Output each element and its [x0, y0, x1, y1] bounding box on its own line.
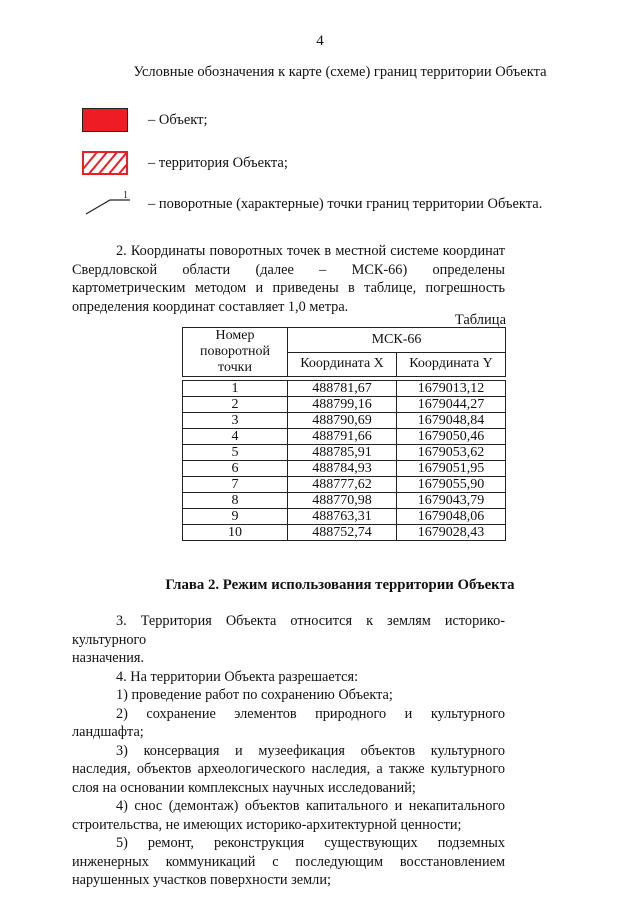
cell-x: 488791,66 — [288, 429, 397, 445]
cell-y: 1679028,43 — [397, 525, 506, 541]
cell-n: 7 — [183, 477, 288, 493]
cell-x: 488770,98 — [288, 493, 397, 509]
cell-x: 488785,91 — [288, 445, 397, 461]
cell-x: 488752,74 — [288, 525, 397, 541]
turning-point-marker-icon — [82, 190, 132, 218]
cell-n: 1 — [183, 381, 288, 397]
cell-x: 488777,62 — [288, 477, 397, 493]
page-number: 4 — [316, 33, 324, 49]
paragraph-3-line2: назначения. — [72, 650, 145, 666]
list-item-2: 2) сохранение элементов природного и культурного ландшафта; — [72, 705, 505, 740]
table-row — [183, 525, 506, 541]
cell-y: 1679048,06 — [397, 509, 506, 525]
table-row — [183, 493, 506, 509]
body-text — [72, 612, 505, 890]
paragraph-2 — [72, 242, 505, 316]
cell-x: 488781,67 — [288, 381, 397, 397]
header-msk66: МСК-66 — [288, 328, 506, 353]
cell-n: 6 — [183, 461, 288, 477]
cell-n: 10 — [183, 525, 288, 541]
cell-y: 1679013,12 — [397, 381, 506, 397]
table-row — [183, 397, 506, 413]
chapter-title: Глава 2. Режим использования территории Объекта — [165, 577, 515, 593]
cell-y: 1679048,84 — [397, 413, 506, 429]
cell-y: 1679044,27 — [397, 397, 506, 413]
cell-n: 3 — [183, 413, 288, 429]
cell-x: 488790,69 — [288, 413, 397, 429]
list-item-3: 3) консервация и музеефикация объектов культурного наследия, объектов археологического наследия, а также культурного слоя на основании комплексных научных исследований; — [72, 742, 505, 796]
legend-item-territory-label: – территория Объекта; — [148, 154, 288, 171]
legend-item-territory — [82, 149, 288, 177]
cell-x: 488799,16 — [288, 397, 397, 413]
cell-y: 1679050,46 — [397, 429, 506, 445]
legend-item-turning-points — [82, 190, 542, 218]
cell-n: 4 — [183, 429, 288, 445]
cell-n: 2 — [183, 397, 288, 413]
cell-y: 1679051,95 — [397, 461, 506, 477]
paragraph-3-line1: 3. Территория Объекта относится к землям историко-культурного — [72, 613, 505, 648]
table-row — [183, 477, 506, 493]
header-coordinate-x: Координата X — [288, 352, 397, 377]
header-point-number: Номер поворотной точки — [183, 328, 288, 377]
table-row — [183, 461, 506, 477]
table-row — [183, 509, 506, 525]
cell-n: 9 — [183, 509, 288, 525]
table-row — [183, 445, 506, 461]
cell-n: 8 — [183, 493, 288, 509]
turning-point-marker-number: 1 — [123, 190, 128, 201]
object-solid-red-swatch — [82, 108, 128, 132]
cell-y: 1679055,90 — [397, 477, 506, 493]
paragraph-4: 4. На территории Объекта разрешается: — [116, 668, 359, 685]
cell-x: 488784,93 — [288, 461, 397, 477]
paragraph-2-rest: Свердловской области (далее – МСК-66) определены картометрическим методом и приведены в таблице, погрешность определения координат составляет 1,0 метра. — [72, 261, 505, 315]
table-caption: Таблица — [454, 312, 506, 328]
list-item-4: 4) снос (демонтаж) объектов капитального и некапитального строительства, не имеющих историко-архитектурной ценности; — [72, 798, 505, 833]
table-row — [183, 429, 506, 445]
legend-item-turning-points-label: – поворотные (характерные) точки границ территории Объекта. — [148, 195, 543, 212]
header-coordinate-y: Координата Y — [397, 352, 506, 377]
list-item-5: 5) ремонт, реконструкция существующих подземных инженерных коммуникаций с последующим восстановлением нарушенных участков поверхности земли; — [72, 835, 505, 888]
legend-title: Условные обозначения к карте (схеме) границ территории Объекта — [133, 64, 547, 80]
cell-y: 1679043,79 — [397, 493, 506, 509]
coordinates-table — [182, 327, 506, 541]
cell-y: 1679053,62 — [397, 445, 506, 461]
paragraph-2-line1: 2. Координаты поворотных точек в местной системе координат — [116, 243, 505, 259]
cell-x: 488763,31 — [288, 509, 397, 525]
legend-item-object-label: – Объект; — [148, 111, 208, 128]
list-item-1: 1) проведение работ по сохранению Объекта; — [116, 687, 393, 703]
territory-hatched-swatch — [82, 151, 128, 175]
table-row — [183, 413, 506, 429]
table-row — [183, 381, 506, 397]
legend-item-object — [82, 106, 208, 134]
cell-n: 5 — [183, 445, 288, 461]
